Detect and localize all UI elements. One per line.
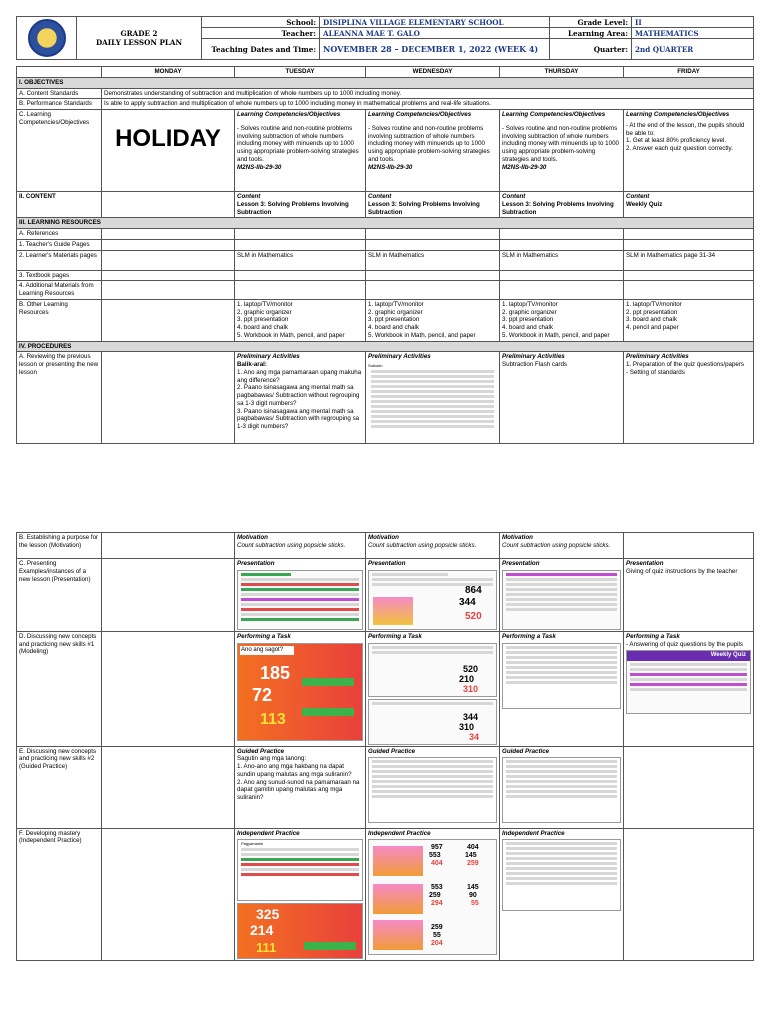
independent-slide-wednesday: 957 553 404 404 145 259 553 259 294 145 90 55 259 55 204 [368, 839, 497, 955]
header-table [16, 16, 754, 60]
lc-text: - Solves routine and non-routine problems involving subtraction of whole numbers including money with minuends up to 1000 using appropriate problem-solving strategies and tools. [237, 124, 359, 163]
competencies-wednesday [366, 110, 500, 192]
content-standards-label: A. Content Standards [17, 88, 102, 99]
dlp-title: DAILY LESSON PLAN [95, 38, 183, 47]
review-thursday: Preliminary Activities Subtraction Flash cards [500, 352, 624, 444]
content-heading: Content [368, 193, 392, 200]
purpose-label: B. Establishing a purpose for the lesson (Motivation) [17, 533, 102, 559]
task-slide-wednesday-2: 344 310 34 [368, 699, 497, 745]
independent-tuesday: Independent Practice Pagyamanin 325 214 111 [235, 828, 366, 961]
day-wednesday: WEDNESDAY [366, 67, 500, 78]
content-monday [102, 192, 235, 218]
presentation-wednesday: Presentation 864 344 520 [366, 559, 500, 632]
quarter-value: 2nd QUARTER [632, 39, 754, 60]
independent-thursday: Independent Practice [500, 828, 624, 961]
plan-title [77, 17, 202, 60]
competencies-friday [624, 110, 754, 192]
grade-label: Grade Level: [550, 17, 632, 28]
resources-heading: III. LEARNING RESOURCES [17, 218, 754, 229]
task-tuesday: Performing a Task Ano ang sagot? 185 72 113 [235, 631, 366, 746]
task-wednesday: Performing a Task 520 210 310 344 310 34 [366, 631, 500, 746]
lc-fri-1: 1. Get at least 80% proficiency level. [626, 137, 727, 145]
day-monday: MONDAY [102, 67, 235, 78]
area-label: Learning Area: [550, 28, 632, 39]
content-heading: Content [626, 193, 650, 200]
lc-heading: Learning Competencies/Objectives [368, 111, 472, 118]
lesson-table-1 [16, 66, 754, 444]
content-tuesday [235, 192, 366, 218]
day-header-row [17, 67, 754, 78]
guided-slide-wednesday [368, 757, 497, 823]
lc-code: M2NS-IIb-29-30 [237, 163, 282, 171]
school-label: School: [202, 17, 320, 28]
lm-label: 2. Learner's Materials pages [17, 250, 102, 270]
content-lesson: Lesson 3: Solving Problems Involving Subtraction [502, 200, 614, 216]
lc-heading: Learning Competencies/Objectives [237, 111, 341, 118]
school-logo-cell [17, 17, 77, 60]
task-friday: Performing a Task - Answering of quiz questions by the pupils Weekly Quiz [624, 631, 754, 746]
dates-value: NOVEMBER 28 – DECEMBER 1, 2022 (WEEK 4) [320, 39, 550, 60]
resources-friday: 1. laptop/TV/monitor 2. ppt presentation 3. board and chalk 4. pencil and paper [624, 299, 754, 341]
presentation-thursday: Presentation [500, 559, 624, 632]
lm-thursday: SLM in Mathematics [500, 250, 624, 270]
weekly-quiz-thumbnail: Weekly Quiz [626, 650, 751, 714]
review-tuesday: Preliminary Activities Balik-aral: 1. Ano ang mga pamamaraan upang makuha ang difference? 2. Paano isinasagawa ang mental math sa pagbabawas/ Subtraction without regrouping sa 1-3 digit numbers? 3. Paano isinasagawa ang mental math sa pagbabawas/ Subtraction with regrouping sa 1-3 digit numbers? [235, 352, 366, 444]
school-logo [28, 19, 66, 57]
resources-wednesday: 1. laptop/TV/monitor 2. graphic organizer 3. ppt presentation 4. board and chalk 5. Workbook in Math, pencil, and paper [366, 299, 500, 341]
lm-wednesday: SLM in Mathematics [366, 250, 500, 270]
content-fri: Weekly Quiz [626, 200, 663, 208]
lc-text: - Solves routine and non-routine problems involving subtraction of whole numbers including money with minuends up to 1000 using appropriate problem-solving strategies and tools. [502, 124, 619, 163]
resources-thursday: 1. laptop/TV/monitor 2. graphic organizer 3. ppt presentation 4. board and chalk 5. Workbook in Math, pencil, and paper [500, 299, 624, 341]
lesson-table-2: B. Establishing a purpose for the lesson (Motivation) Motivation Count subtraction using popsicle sticks. Motivation Count subtraction using popsicle sticks. Motivation Count subtraction using popsicle sticks. C. Presenting Examples/instances of a new lesson (Presentation) Presentation Presentation 864 344 520 Presentation Presentation Giving of quiz instructions by the teacher D. Discussing new concepts and practicing new skills #1 (Modeling) Performing a Task Ano ang sagot? 185 72 113 Performing a Task 520 210 310 344 310 34 Performing a Task Performing a Task - Answering of quiz questions by the pupils Weekly Quiz E. Discussing new concepts and practicing new skills #2 (Guided Practice) Guided Practice Sagutin ang mga tanong: 1. Ano-ano ang mga hakbang na dapat sundin upang malutas ang mga suliranin? 2. Ano ang sunud-sunod na pamamaraan na dapat gamitin upang malutas ang mga suliranin? Guided Practice Guided Practice F. Developing mastery (Independent Practice) Independent Practice Pagyamanin 325 214 111 Independent Practice 957 553 404 404 145 259 553 259 294 145 90 55 259 55 204 Independent Practice [16, 532, 754, 961]
presenting-label: C. Presenting Examples/instances of a new lesson (Presentation) [17, 559, 102, 632]
competencies-label: C. Learning Competencies/Objectives [17, 110, 102, 192]
presentation-slide-wednesday: 864 344 520 [368, 570, 497, 630]
independent-slide-tuesday-2: 325 214 111 [237, 903, 363, 959]
tg-label: 1. Teacher's Guide Pages [17, 239, 102, 250]
mastery-label: F. Developing mastery (Independent Practice) [17, 828, 102, 961]
presentation-tuesday: Presentation [235, 559, 366, 632]
grade-value: II [632, 17, 754, 28]
teacher-label: Teacher: [202, 28, 320, 39]
lesson-plan-page-1 [16, 16, 753, 444]
content-label: II. CONTENT [17, 192, 102, 218]
other-resources-label: B. Other Learning Resources [17, 299, 102, 341]
content-lesson: Lesson 3: Solving Problems Involving Subtraction [237, 200, 349, 216]
competencies-thursday [500, 110, 624, 192]
lesson-plan-page-2 [16, 532, 753, 961]
discussing2-label: E. Discussing new concepts and practicing new skills #2 (Guided Practice) [17, 746, 102, 828]
independent-slide-thursday [502, 839, 621, 911]
guided-slide-thursday [502, 757, 621, 823]
presentation-slide-thursday [502, 570, 621, 630]
lm-tuesday: SLM in Mathematics [235, 250, 366, 270]
dates-label: Teaching Dates and Time: [202, 39, 320, 60]
lm-friday: SLM in Mathematics page 31-34 [624, 250, 754, 270]
task-thursday: Performing a Task [500, 631, 624, 746]
content-thursday [500, 192, 624, 218]
presentation-friday: Presentation Giving of quiz instructions by the teacher [624, 559, 754, 632]
lc-fri-2: 2. Answer each quiz question correctly. [626, 145, 733, 152]
content-heading: Content [502, 193, 526, 200]
day-tuesday: TUESDAY [235, 67, 366, 78]
day-friday: FRIDAY [624, 67, 754, 78]
review-wednesday: Preliminary Activities Subukin [366, 352, 500, 444]
guided-wednesday: Guided Practice [366, 746, 500, 828]
blank-header [17, 67, 102, 78]
area-value: MATHEMATICS [632, 28, 754, 39]
content-lesson: Lesson 3: Solving Problems Involving Subtraction [368, 200, 480, 216]
guided-tuesday: Guided Practice Sagutin ang mga tanong: 1. Ano-ano ang mga hakbang na dapat sundin upang malutas ang mga suliranin? 2. Ano ang sunud-sunod na pamamaraan na dapat gamitin upang malutas ang mga suliranin? [235, 746, 366, 828]
additional-label: 4. Additional Materials from Learning Resources [17, 281, 102, 300]
resources-tuesday: 1. laptop/TV/monitor 2. graphic organizer 3. ppt presentation 4. board and chalk 5. Workbook in Math, pencil, and paper [235, 299, 366, 341]
review-friday: Preliminary Activities 1. Preparation of the quiz questions/papers - Setting of standards [624, 352, 754, 444]
task-slide-wednesday-1: 520 210 310 [368, 643, 497, 697]
teacher-value: ALEANNA MAE T. GALO [320, 28, 550, 39]
discussing1-label: D. Discussing new concepts and practicing new skills #1 (Modeling) [17, 631, 102, 746]
content-wednesday [366, 192, 500, 218]
content-standards-text: Demonstrates understanding of subtraction and multiplication of whole numbers up to 1000 including money. [102, 88, 754, 99]
school-value: DISIPLINA VILLAGE ELEMENTARY SCHOOL [320, 17, 550, 28]
quarter-label: Quarter: [550, 39, 632, 60]
content-friday [624, 192, 754, 218]
guided-thursday: Guided Practice [500, 746, 624, 828]
procedures-heading: IV. PROCEDURES [17, 341, 754, 352]
lc-text: - Solves routine and non-routine problems involving subtraction of whole numbers including money with minuends up to 1000 using appropriate problem-solving strategies and tools. [368, 124, 490, 163]
lc-heading: Learning Competencies/Objectives [502, 111, 606, 118]
review-label: A. Reviewing the previous lesson or presenting the new lesson [17, 352, 102, 444]
lc-code: M2NS-IIb-29-30 [502, 163, 547, 171]
day-thursday: THURSDAY [500, 67, 624, 78]
references-label: A. References [17, 229, 102, 240]
performance-standards-label: B. Performance Standards [17, 99, 102, 110]
presentation-slide-tuesday [237, 570, 363, 630]
grade-title: GRADE 2 [120, 29, 158, 38]
holiday-label: HOLIDAY [102, 110, 235, 192]
textbook-label: 3. Textbook pages [17, 270, 102, 281]
content-heading: Content [237, 193, 261, 200]
task-slide-tuesday: Ano ang sagot? 185 72 113 [237, 643, 363, 741]
performance-standards-text: Is able to apply subtraction and multiplication of whole numbers up to 1000 including money in mathematical problems and real-life situations. [102, 99, 754, 110]
subukin-thumbnail: Subukin [368, 363, 497, 437]
lc-fri-intro: - At the end of the lesson, the pupils should be able to: [626, 121, 745, 137]
lc-heading: Learning Competencies/Objectives [626, 111, 730, 118]
objectives-heading: I. OBJECTIVES [17, 77, 754, 88]
task-slide-thursday [502, 643, 621, 709]
lc-code: M2NS-IIb-29-30 [368, 163, 413, 171]
independent-wednesday: Independent Practice 957 553 404 404 145 259 553 259 294 145 90 55 259 55 204 [366, 828, 500, 961]
independent-slide-tuesday-1: Pagyamanin [237, 839, 363, 901]
competencies-tuesday [235, 110, 366, 192]
